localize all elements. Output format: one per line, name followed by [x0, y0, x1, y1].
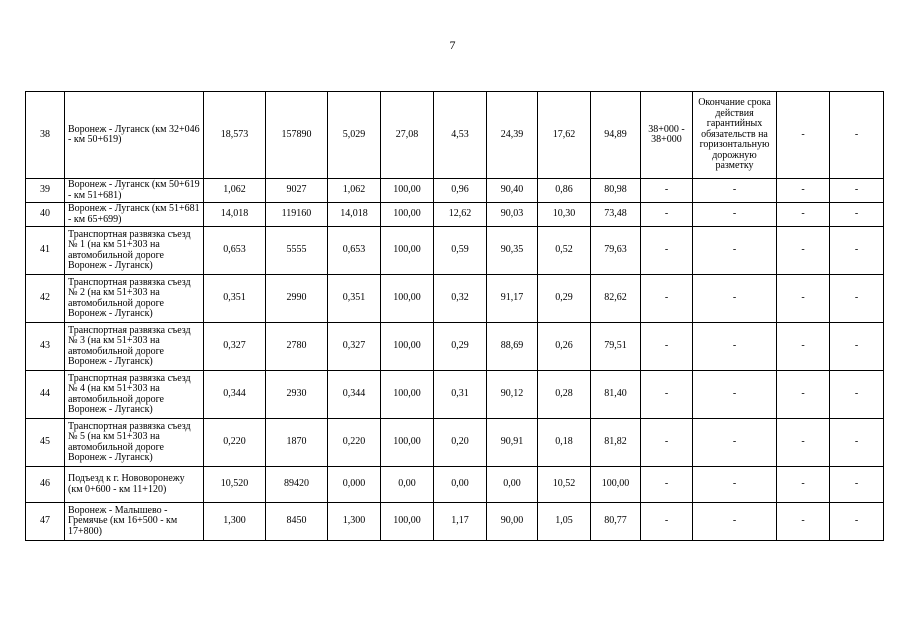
table-row [26, 227, 884, 275]
row-number: 38 [26, 92, 65, 179]
area-remaining-cell: 0,26 [538, 323, 591, 371]
percent-cell: 88,69 [487, 323, 538, 371]
area-cell: 4,53 [434, 92, 487, 179]
area-remaining-cell: 10,30 [538, 203, 591, 227]
dash-cell: - [830, 323, 884, 371]
range-cell: - [641, 203, 693, 227]
area-cell: 1,17 [434, 503, 487, 541]
value-cell: 8450 [266, 503, 328, 541]
table-row [26, 323, 884, 371]
note-cell: - [693, 467, 777, 503]
row-number: 44 [26, 371, 65, 419]
percent-cell: 100,00 [591, 467, 641, 503]
range-cell: - [641, 227, 693, 275]
length-cell: 1,300 [204, 503, 266, 541]
row-number: 46 [26, 467, 65, 503]
percent-cell: 90,35 [487, 227, 538, 275]
note-cell: - [693, 203, 777, 227]
note-cell: Окончание срока действия гарантийных обязательств на горизонтальную дорожную разметку [693, 92, 777, 179]
range-cell: 38+000 - 38+000 [641, 92, 693, 179]
table-row [26, 275, 884, 323]
dash-cell: - [777, 371, 830, 419]
dash-cell: - [830, 203, 884, 227]
range-cell: - [641, 419, 693, 467]
note-cell: - [693, 179, 777, 203]
percent-cell: 27,08 [381, 92, 434, 179]
dash-cell: - [830, 227, 884, 275]
length-cell: 1,062 [204, 179, 266, 203]
dash-cell: - [777, 179, 830, 203]
dash-cell: - [777, 203, 830, 227]
length-done-cell: 5,029 [328, 92, 381, 179]
dash-cell: - [777, 419, 830, 467]
dash-cell: - [777, 467, 830, 503]
percent-cell: 81,82 [591, 419, 641, 467]
value-cell: 2990 [266, 275, 328, 323]
area-remaining-cell: 1,05 [538, 503, 591, 541]
percent-cell: 79,51 [591, 323, 641, 371]
note-cell: - [693, 275, 777, 323]
length-done-cell: 0,220 [328, 419, 381, 467]
table-row [26, 503, 884, 541]
percent-cell: 0,00 [381, 467, 434, 503]
value-cell: 89420 [266, 467, 328, 503]
area-cell: 0,29 [434, 323, 487, 371]
range-cell: - [641, 179, 693, 203]
dash-cell: - [777, 92, 830, 179]
table-row [26, 203, 884, 227]
area-remaining-cell: 0,18 [538, 419, 591, 467]
range-cell: - [641, 323, 693, 371]
page-number: 7 [449, 38, 456, 52]
length-cell: 0,351 [204, 275, 266, 323]
road-name: Воронеж - Луганск (км 32+046 - км 50+619) [65, 92, 204, 179]
row-number: 45 [26, 419, 65, 467]
road-data-table [25, 91, 884, 541]
percent-cell: 100,00 [381, 179, 434, 203]
area-cell: 0,20 [434, 419, 487, 467]
percent-cell: 80,77 [591, 503, 641, 541]
road-name: Транспортная развязка съезд № 3 (на км 51+303 на автомобильной дороге Воронеж - Луганск) [65, 323, 204, 371]
note-cell: - [693, 227, 777, 275]
road-name: Воронеж - Малышево - Гремячье (км 16+500 - км 17+800) [65, 503, 204, 541]
dash-cell: - [830, 92, 884, 179]
percent-cell: 81,40 [591, 371, 641, 419]
dash-cell: - [777, 275, 830, 323]
percent-cell: 90,03 [487, 203, 538, 227]
row-number: 47 [26, 503, 65, 541]
percent-cell: 100,00 [381, 275, 434, 323]
percent-cell: 73,48 [591, 203, 641, 227]
percent-cell: 100,00 [381, 419, 434, 467]
percent-cell: 100,00 [381, 203, 434, 227]
value-cell: 9027 [266, 179, 328, 203]
note-cell: - [693, 371, 777, 419]
area-cell: 12,62 [434, 203, 487, 227]
length-done-cell: 0,344 [328, 371, 381, 419]
row-number: 41 [26, 227, 65, 275]
dash-cell: - [830, 419, 884, 467]
length-done-cell: 0,351 [328, 275, 381, 323]
length-done-cell: 1,300 [328, 503, 381, 541]
percent-cell: 100,00 [381, 503, 434, 541]
road-name: Транспортная развязка съезд № 1 (на км 51+303 на автомобильной дороге Воронеж - Луганск) [65, 227, 204, 275]
percent-cell: 94,89 [591, 92, 641, 179]
area-cell: 0,00 [434, 467, 487, 503]
length-done-cell: 1,062 [328, 179, 381, 203]
table-row [26, 371, 884, 419]
percent-cell: 80,98 [591, 179, 641, 203]
note-cell: - [693, 419, 777, 467]
area-remaining-cell: 17,62 [538, 92, 591, 179]
area-cell: 0,32 [434, 275, 487, 323]
road-name: Воронеж - Луганск (км 51+681 - км 65+699) [65, 203, 204, 227]
range-cell: - [641, 371, 693, 419]
percent-cell: 90,91 [487, 419, 538, 467]
percent-cell: 100,00 [381, 227, 434, 275]
dash-cell: - [777, 227, 830, 275]
length-cell: 0,327 [204, 323, 266, 371]
dash-cell: - [777, 503, 830, 541]
area-remaining-cell: 0,86 [538, 179, 591, 203]
road-name: Транспортная развязка съезд № 5 (на км 51+303 на автомобильной дороге Воронеж - Луганск) [65, 419, 204, 467]
row-number: 42 [26, 275, 65, 323]
area-remaining-cell: 0,52 [538, 227, 591, 275]
dash-cell: - [830, 275, 884, 323]
percent-cell: 90,40 [487, 179, 538, 203]
dash-cell: - [830, 179, 884, 203]
length-cell: 0,220 [204, 419, 266, 467]
dash-cell: - [830, 467, 884, 503]
value-cell: 1870 [266, 419, 328, 467]
dash-cell: - [777, 323, 830, 371]
road-name: Воронеж - Луганск (км 50+619 - км 51+681) [65, 179, 204, 203]
range-cell: - [641, 275, 693, 323]
percent-cell: 79,63 [591, 227, 641, 275]
area-cell: 0,59 [434, 227, 487, 275]
value-cell: 5555 [266, 227, 328, 275]
percent-cell: 91,17 [487, 275, 538, 323]
value-cell: 2930 [266, 371, 328, 419]
table-row [26, 92, 884, 179]
range-cell: - [641, 467, 693, 503]
percent-cell: 90,12 [487, 371, 538, 419]
area-remaining-cell: 10,52 [538, 467, 591, 503]
row-number: 40 [26, 203, 65, 227]
dash-cell: - [830, 371, 884, 419]
length-cell: 0,653 [204, 227, 266, 275]
length-cell: 0,344 [204, 371, 266, 419]
value-cell: 2780 [266, 323, 328, 371]
length-done-cell: 0,653 [328, 227, 381, 275]
table-row [26, 179, 884, 203]
area-cell: 0,31 [434, 371, 487, 419]
percent-cell: 82,62 [591, 275, 641, 323]
percent-cell: 100,00 [381, 371, 434, 419]
note-cell: - [693, 503, 777, 541]
table-row [26, 467, 884, 503]
length-cell: 14,018 [204, 203, 266, 227]
area-remaining-cell: 0,28 [538, 371, 591, 419]
length-cell: 18,573 [204, 92, 266, 179]
length-done-cell: 14,018 [328, 203, 381, 227]
note-cell: - [693, 323, 777, 371]
row-number: 43 [26, 323, 65, 371]
percent-cell: 90,00 [487, 503, 538, 541]
area-remaining-cell: 0,29 [538, 275, 591, 323]
length-cell: 10,520 [204, 467, 266, 503]
value-cell: 119160 [266, 203, 328, 227]
road-name: Подъезд к г. Нововоронежу (км 0+600 - км 11+120) [65, 467, 204, 503]
percent-cell: 24,39 [487, 92, 538, 179]
road-name: Транспортная развязка съезд № 4 (на км 51+303 на автомобильной дороге Воронеж - Луганск) [65, 371, 204, 419]
percent-cell: 100,00 [381, 323, 434, 371]
row-number: 39 [26, 179, 65, 203]
value-cell: 157890 [266, 92, 328, 179]
dash-cell: - [830, 503, 884, 541]
area-cell: 0,96 [434, 179, 487, 203]
length-done-cell: 0,000 [328, 467, 381, 503]
road-name: Транспортная развязка съезд № 2 (на км 51+303 на автомобильной дороге Воронеж - Луганск) [65, 275, 204, 323]
percent-cell: 0,00 [487, 467, 538, 503]
range-cell: - [641, 503, 693, 541]
length-done-cell: 0,327 [328, 323, 381, 371]
table-row [26, 419, 884, 467]
